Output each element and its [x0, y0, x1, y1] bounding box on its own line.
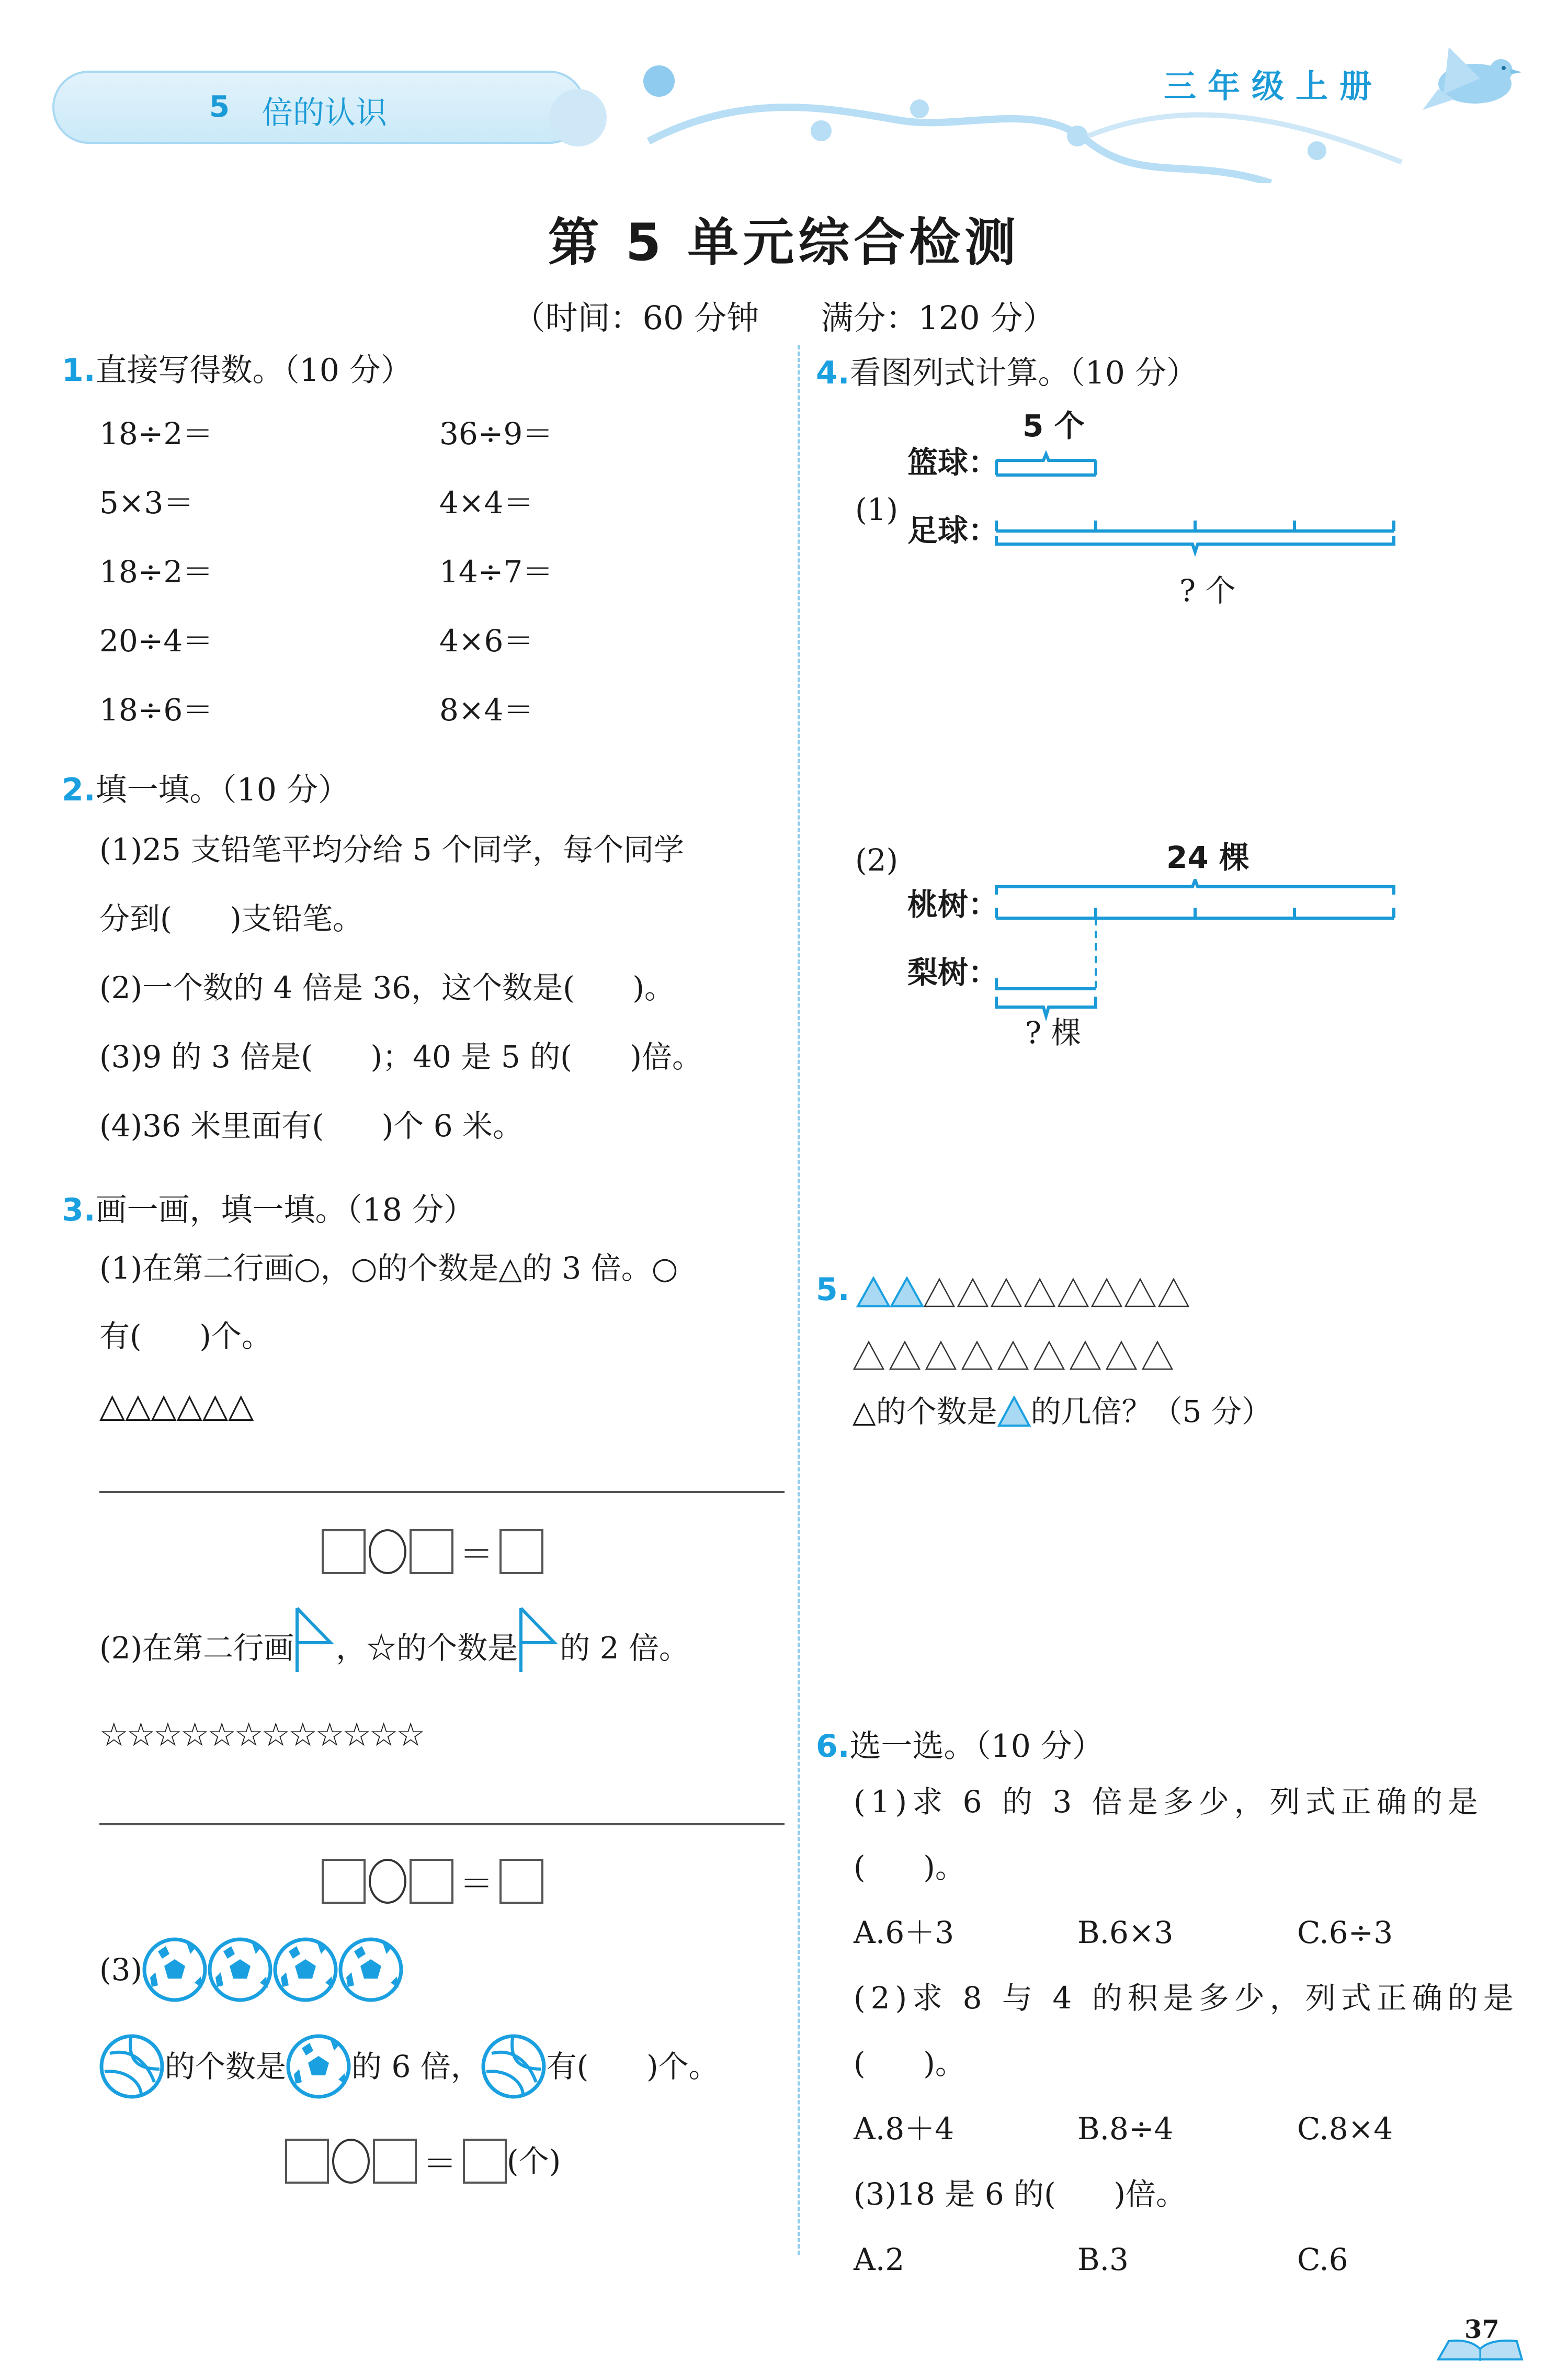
decor-bubble [549, 89, 607, 146]
q1-item: 4×6＝ [439, 623, 534, 659]
triangle-row [856, 1276, 1196, 1308]
q6-option[interactable]: C.6 [1297, 2242, 1348, 2277]
page-number: 37 [1464, 2315, 1499, 2344]
q1-item: 8×4＝ [439, 692, 534, 728]
q6-option[interactable]: C.6÷3 [1297, 1915, 1393, 1950]
answer-box[interactable] [322, 1859, 366, 1904]
q3-stars: ☆☆☆☆☆☆☆☆☆☆☆☆ [99, 1715, 423, 1754]
soccer-ball-icon [286, 2032, 351, 2100]
answer-box[interactable] [499, 1859, 543, 1904]
answer-line[interactable] [99, 1491, 785, 1493]
operator-circle[interactable] [369, 1859, 406, 1904]
q4-p1-label: (1) [855, 492, 899, 527]
q2-item: 分到( )支铅笔。 [99, 901, 363, 936]
q4-p2-bottom-value: ? 棵 [1025, 1015, 1082, 1050]
q4-p2-row2-label: 梨树： [907, 955, 999, 990]
q2-item: (3)9 的 3 倍是( )；40 是 5 的( )倍。 [99, 1039, 703, 1075]
answer-box[interactable] [410, 1859, 453, 1904]
q2-heading: 2.填一填。（10 分） [62, 772, 349, 808]
q2-items [99, 834, 702, 1180]
chapter-title: 倍的认识 [262, 95, 387, 131]
q4-p2-label: (2) [855, 842, 899, 878]
q3-triangles: △△△△△△ [99, 1386, 254, 1425]
soccer-ball-icons [142, 1936, 409, 2004]
q6-heading: 6.选一选。（10 分） [816, 1728, 1104, 1765]
q4-p1-bar-diagram [994, 429, 1412, 586]
grade-label: 三年级上册 [1164, 67, 1384, 105]
q1-heading: 1.直接写得数。（10 分） [62, 352, 412, 389]
q1-item: 14÷7＝ [439, 554, 553, 590]
q3-part3-line: 的个数是 的 6 倍， 有( )个。 [99, 2032, 719, 2100]
q3-part1-line1: (1)在第二行画○，○的个数是△的 3 倍。○ [99, 1250, 678, 1286]
q6-option[interactable]: A.6＋3 [854, 1915, 955, 1950]
flag-icon [518, 1606, 560, 1674]
answer-box[interactable] [499, 1529, 543, 1574]
equation-template: ＝ (个) [285, 2137, 561, 2185]
equation-template: ＝ [322, 1528, 543, 1576]
q5-row1: 5. [816, 1271, 1196, 1308]
q1-right-column [439, 416, 553, 764]
q1-item: 18÷6＝ [99, 692, 213, 728]
column-divider [798, 345, 800, 2255]
q4-p1-row2-label: 足球： [907, 513, 999, 548]
page-title: 第 5 单元综合检测 [548, 213, 1020, 273]
q2-item: (4)36 米里面有( )个 6 米。 [99, 1108, 524, 1144]
q6-item-question: (3)18 是 6 的( )倍。 [854, 2176, 1187, 2212]
q4-p2-row1-label: 桃树： [907, 887, 999, 922]
exam-info: （时间：60 分钟 满分：120 分） [513, 299, 1055, 337]
q5-question: △的个数是 的几倍？（5 分） [853, 1394, 1272, 1429]
q4-p1-bottom-value: ? 个 [1179, 573, 1236, 608]
volleyball-icon [99, 2032, 165, 2100]
triangle-row [853, 1339, 1192, 1371]
q1-item: 5×3＝ [99, 485, 194, 521]
q4-p2-top-value: 24 棵 [1166, 840, 1249, 875]
open-book-icon [1433, 2339, 1527, 2361]
q3-part2-line: (2)在第二行画 ，☆的个数是 的 2 倍。 [99, 1627, 689, 1674]
q1-item: 18÷2＝ [99, 416, 213, 451]
answer-box[interactable] [410, 1529, 453, 1574]
chapter-number: 5 [209, 90, 230, 124]
q1-item: 20÷4＝ [99, 623, 213, 659]
q1-item: 36÷9＝ [439, 416, 553, 451]
q2-item: (1)25 支铅笔平均分给 5 个同学，每个同学 [99, 832, 685, 867]
q3-heading: 3.画一画，填一填。（18 分） [62, 1192, 475, 1228]
q2-item: (2)一个数的 4 倍是 36，这个数是( )。 [99, 970, 675, 1006]
answer-box[interactable] [285, 2139, 329, 2184]
q4-p1-row1-label: 篮球： [907, 445, 999, 480]
blue-triangle-icon [997, 1396, 1031, 1427]
q6-option[interactable]: A.2 [854, 2242, 905, 2277]
answer-box[interactable] [463, 2139, 507, 2184]
q3-part1-line2: 有( )个。 [99, 1318, 272, 1354]
answer-box[interactable] [373, 2139, 417, 2184]
q6-answer-blank[interactable]: ( )。 [854, 2046, 965, 2081]
bird-icon [1417, 42, 1527, 120]
q6-option[interactable]: A.8＋4 [854, 2111, 955, 2147]
operator-circle[interactable] [332, 2139, 370, 2184]
answer-box[interactable] [322, 1529, 366, 1574]
q4-p1-top-value: 5 个 [1022, 408, 1085, 444]
q6-option[interactable]: B.8÷4 [1077, 2111, 1174, 2147]
answer-line[interactable] [99, 1823, 785, 1825]
q6-answer-blank[interactable]: ( )。 [854, 1849, 965, 1885]
operator-circle[interactable] [369, 1529, 406, 1574]
q3-part3-soccer-row: (3) [99, 1936, 409, 2004]
q1-item: 4×4＝ [439, 485, 534, 521]
q1-left-column [99, 416, 213, 764]
q4-heading: 4.看图列式计算。（10 分） [816, 355, 1198, 391]
q6-option[interactable]: C.8×4 [1297, 2111, 1393, 2147]
q6-option[interactable]: B.3 [1077, 2242, 1129, 2277]
q6-item-question: (2)求 8 与 4 的积是多少，列式正确的是 [854, 1980, 1519, 2016]
q6-item-question: (1)求 6 的 3 倍是多少，列式正确的是 [854, 1784, 1483, 1820]
equation-template: ＝ [322, 1857, 543, 1905]
volleyball-icon [481, 2032, 547, 2100]
q1-item: 18÷2＝ [99, 554, 213, 590]
flag-icon [294, 1606, 336, 1674]
q6-option[interactable]: B.6×3 [1077, 1915, 1174, 1950]
